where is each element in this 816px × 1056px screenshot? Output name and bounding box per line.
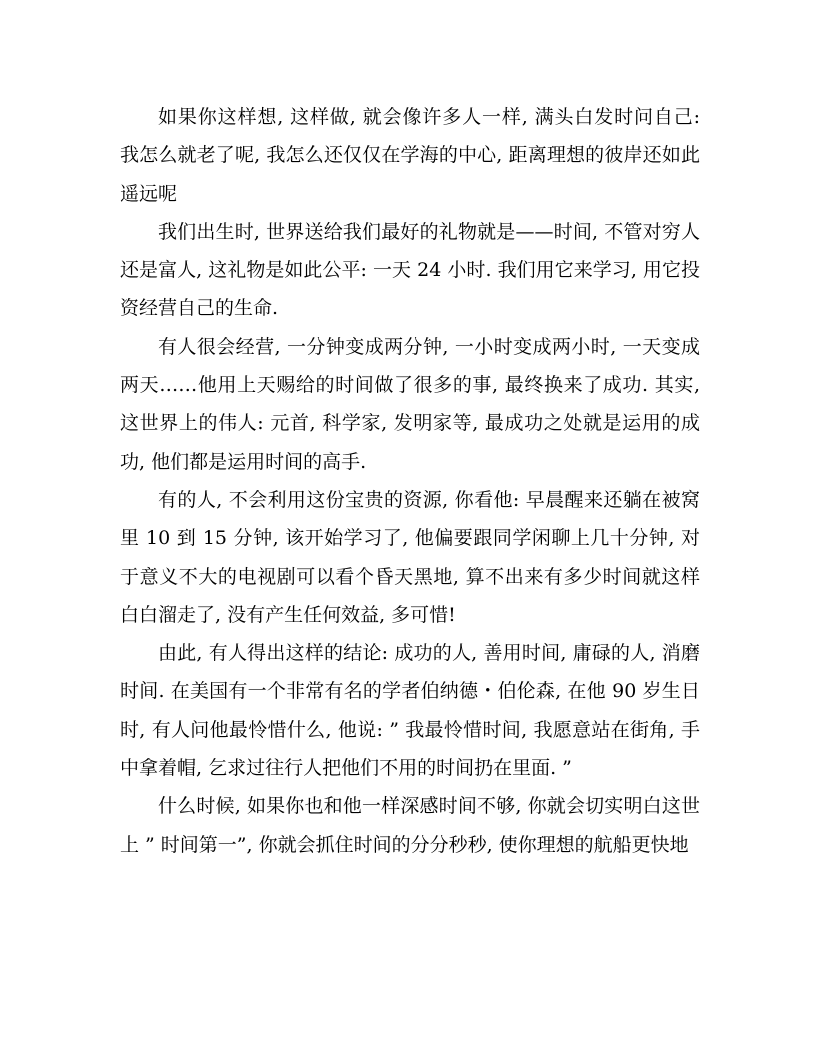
paragraph-4: 有的人, 不会利用这份宝贵的资源, 你看他: 早晨醒来还躺在被窝里 10 到 15 分钟, 该开始学习了, 他偏要跟同学闲聊上几十分钟, 对于意义不大的电视剧可以看个昏天黑地, 算不出来有多少时间就这样白白溜走了, 没有产生任何效益, 多可惜! bbox=[120, 488, 700, 626]
document-body bbox=[120, 98, 700, 864]
paragraph-1: 如果你这样想, 这样做, 就会像许多人一样, 满头白发时问自己: 我怎么就老了呢, 我怎么还仅仅在学海的中心, 距离理想的彼岸还如此遥远呢 bbox=[120, 106, 700, 205]
paragraph-3: 有人很会经营, 一分钟变成两分钟, 一小时变成两小时, 一天变成两天……他用上天赐给的时间做了很多的事, 最终换来了成功. 其实, 这世界上的伟人: 元首, 科学家, 发明家等, 最成功之处就是运用的成功, 他们都是运用时间的高手. bbox=[120, 335, 700, 473]
paragraph-6: 什么时候, 如果你也和他一样深感时间不够, 你就会切实明白这世上 ” 时间第一”, 你就会抓住时间的分分秒秒, 使你理想的航船更快地 bbox=[120, 795, 700, 856]
paragraph-2: 我们出生时, 世界送给我们最好的礼物就是——时间, 不管对穷人还是富人, 这礼物是如此公平: 一天 24 小时. 我们用它来学习, 用它投资经营自己的生命. bbox=[120, 220, 700, 320]
paragraph-5: 由此, 有人得出这样的结论: 成功的人, 善用时间, 庸碌的人, 消磨时间. 在美国有一个非常有名的学者伯纳德・伯伦森, 在他 90 岁生日时, 有人问他最怜惜什么, 他说: ” 我最怜惜时间, 我愿意站在街角, 手中拿着帽, 乞求过往行人把他们不用的时间扔在里面. ” bbox=[120, 642, 700, 780]
